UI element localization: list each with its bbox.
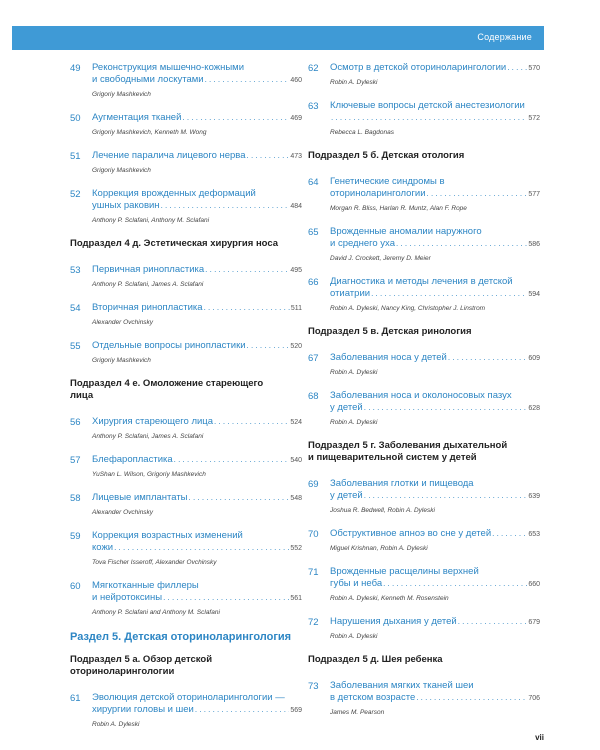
leader-dots	[458, 616, 528, 628]
page-ref: 653	[528, 531, 540, 538]
leader-dots	[364, 490, 528, 502]
chapter-number: 72	[308, 617, 319, 628]
chapter-author: Grigoriy Mashkevich, Kenneth M. Wong	[92, 129, 207, 136]
leader-dots	[114, 542, 289, 554]
page-ref: 706	[528, 695, 540, 702]
page-ref: 570	[528, 65, 540, 72]
chapter-number: 73	[308, 681, 319, 692]
chapter-number: 58	[70, 493, 81, 504]
chapter-author: Alexander Ovchinsky	[92, 319, 154, 326]
chapter-number: 61	[70, 693, 81, 704]
chapter-number: 70	[308, 529, 319, 540]
chapter-title: Заболевания носа у детей . . . 609	[330, 352, 540, 365]
chapter-number: 68	[308, 391, 319, 402]
chapter-author: Robin A. Dyleski	[330, 633, 378, 640]
chapter-title: Хирургия стареющего лица . . . 524	[92, 416, 302, 429]
chapter-author: Miguel Krishnan, Robin A. Dyleski	[330, 545, 428, 552]
chapter-title: Заболевания глотки и пищевода	[330, 478, 474, 489]
page-ref: 577	[528, 191, 540, 198]
toc-entry-71[interactable]: 71 Врожденные расщелины верхней губы и неба . . . 660 Robin A. Dyleski, Kenneth M. Rosenstein	[308, 566, 540, 603]
leader-dots	[427, 188, 528, 200]
page-ref: 594	[528, 291, 540, 298]
header-bar	[12, 26, 544, 50]
page-ref: 572	[528, 115, 540, 122]
toc-entry-61[interactable]: 61 Эволюция детской оториноларингологии — хирургии головы и шеи . . . 569 Robin A. Dyleski	[70, 692, 302, 729]
chapter-title: Блефаропластика . . . 540	[92, 454, 302, 467]
toc-entry-73[interactable]: 73 Заболевания мягких тканей шеи в детском возрасте . . . 706 James M. Pearson	[308, 680, 540, 717]
chapter-author: Grigoriy Mashkevich	[92, 357, 151, 364]
toc-entry-58[interactable]	[70, 492, 302, 517]
leader-dots	[174, 454, 290, 466]
chapter-author: Robin A. Dyleski, Kenneth M. Rosenstein	[330, 595, 449, 602]
toc-entry-52[interactable]: 52 Коррекция врожденных деформаций ушных раковин . . . 484 Anthony P. Sclafani, Anthony M. Sclafani	[70, 188, 302, 225]
leader-dots	[507, 62, 527, 74]
chapter-author: Robin A. Dyleski, Nancy King, Christopher J. Linstrom	[330, 305, 486, 312]
leader-dots	[448, 352, 527, 364]
leader-dots	[364, 402, 528, 414]
leader-dots	[163, 592, 289, 604]
chapter-author: Alexander Ovchinsky	[92, 509, 154, 516]
chapter-author: Rebecca L. Bagdonas	[330, 129, 394, 136]
toc-entry-72[interactable]	[308, 616, 540, 641]
page-ref: 609	[528, 355, 540, 362]
toc-entry-57[interactable]	[70, 454, 302, 479]
toc-entry-66[interactable]: 66 Диагностика и методы лечения в детской отиатрии . . . 594 Robin A. Dyleski, Nancy King, Christopher J. Linstrom	[308, 276, 540, 313]
chapter-number: 71	[308, 567, 319, 578]
subsection-heading-5b: Подраздел 5 б. Детская отология	[308, 150, 465, 161]
toc-entry-69[interactable]: 69 Заболевания глотки и пищевода у детей . . . 639 Joshua R. Bedwell, Robin A. Dyleski	[308, 478, 540, 515]
chapter-number: 67	[308, 353, 319, 364]
page-ref: 569	[290, 707, 302, 714]
page-ref: 540	[290, 457, 302, 464]
chapter-title: Мягкотканные филлеры	[92, 580, 199, 591]
leader-dots	[204, 302, 290, 314]
subsection-heading-5d: Подраздел 5 д. Шея ребенка	[308, 654, 443, 665]
toc-entry-56[interactable]	[70, 416, 302, 441]
page-ref: 484	[290, 203, 302, 210]
chapter-author: Morgan R. Bliss, Harlan R. Muntz, Alan F. Rope	[330, 205, 467, 212]
toc-entry-59[interactable]: 59 Коррекция возрастных изменений кожи . . . 552 Tova Fischer Isseroff, Alexander Ovchinsky	[70, 530, 302, 567]
section-heading-5: Раздел 5. Детская оториноларингология	[70, 631, 292, 643]
chapter-title: Отдельные вопросы ринопластики . . . 520	[92, 340, 302, 353]
chapter-title: Вторичная ринопластика . . . 511	[92, 302, 302, 315]
chapter-title: Лицевые имплантаты . . . 548	[92, 492, 302, 505]
leader-dots	[331, 112, 527, 124]
toc-column-right	[308, 62, 540, 730]
toc-entry-53[interactable]	[70, 264, 302, 289]
chapter-number: 60	[70, 581, 81, 592]
chapter-author: Robin A. Dyleski	[330, 79, 378, 86]
toc-entry-51[interactable]	[70, 150, 302, 175]
chapter-number: 64	[308, 177, 319, 188]
chapter-number: 53	[70, 265, 81, 276]
chapter-number: 52	[70, 189, 81, 200]
toc-entry-64[interactable]: 64 Генетические синдромы в оториноларингологии . . . 577 Morgan R. Bliss, Harlan R. Muntz, Alan F. Rope	[308, 176, 540, 213]
chapter-title: Обструктивное апноэ во сне у детей . . . 653	[330, 528, 540, 541]
leader-dots	[371, 288, 527, 300]
chapter-author: Anthony P. Sclafani, Anthony M. Sclafani	[92, 217, 210, 224]
chapter-title: Врожденные аномалии наружного	[330, 226, 482, 237]
chapter-number: 54	[70, 303, 81, 314]
page-number: vii	[535, 733, 544, 742]
chapter-number: 50	[70, 113, 81, 124]
page-ref: 548	[290, 495, 302, 502]
chapter-author: Anthony P. Sclafani, James A. Sclafani	[92, 281, 204, 288]
toc-column-left	[70, 62, 302, 742]
chapter-title: Коррекция врожденных деформаций	[92, 188, 256, 199]
page-ref: 639	[528, 493, 540, 500]
leader-dots	[492, 528, 527, 540]
chapter-author: YuShan L. Wilson, Grigoriy Mashkevich	[92, 471, 206, 478]
leader-dots	[247, 340, 290, 352]
toc-entry-60[interactable]: 60 Мягкотканные филлеры и нейротоксины . . . 561 Anthony P. Sclafani and Anthony M. Sclafani	[70, 580, 302, 617]
page-ref: 469	[290, 115, 302, 122]
page-ref: 679	[528, 619, 540, 626]
page-ref: 561	[290, 595, 302, 602]
chapter-number: 55	[70, 341, 81, 352]
chapter-title: Коррекция возрастных изменений	[92, 530, 243, 541]
chapter-author: Tova Fischer Isseroff, Alexander Ovchinsky	[92, 559, 217, 566]
page-ref: 520	[290, 343, 302, 350]
chapter-author: Grigoriy Mashkevich	[92, 91, 151, 98]
chapter-number: 57	[70, 455, 81, 466]
leader-dots	[161, 200, 290, 212]
chapter-author: Anthony P. Sclafani, James A. Sclafani	[92, 433, 204, 440]
toc-entry-62[interactable]	[308, 62, 540, 87]
chapter-number: 56	[70, 417, 81, 428]
chapter-title: Диагностика и методы лечения в детской	[330, 276, 513, 287]
chapter-title: Эволюция детской оториноларингологии —	[92, 692, 285, 703]
subsection-heading-5a: Подраздел 5 а. Обзор детской оториноларингологии	[70, 654, 213, 677]
toc-entry-50[interactable]	[70, 112, 302, 137]
leader-dots	[182, 112, 289, 124]
chapter-number: 51	[70, 151, 81, 162]
toc-entry-67[interactable]	[308, 352, 540, 377]
page-ref: 660	[528, 581, 540, 588]
subsection-heading-5v: Подраздел 5 в. Детская ринология	[308, 326, 472, 337]
leader-dots	[214, 416, 289, 428]
chapter-author: Robin A. Dyleski	[92, 721, 140, 728]
page-ref: 473	[290, 153, 302, 160]
leader-dots	[195, 704, 289, 716]
chapter-author: Robin A. Dyleski	[330, 419, 378, 426]
chapter-title: Реконструкция мышечно-кожными	[92, 62, 245, 73]
toc-entry-68[interactable]: 68 Заболевания носа и околоносовых пазух у детей . . . 628 Robin A. Dyleski	[308, 390, 540, 427]
chapter-author: Grigoriy Mashkevich	[92, 167, 151, 174]
page-ref: 495	[290, 267, 302, 274]
chapter-author: Joshua R. Bedwell, Robin A. Dyleski	[330, 507, 435, 514]
toc-entry-70[interactable]	[308, 528, 540, 553]
leader-dots	[247, 150, 290, 162]
chapter-author: Robin A. Dyleski	[330, 369, 378, 376]
chapter-title: Генетические синдромы в	[330, 176, 445, 187]
toc-entry-65[interactable]: 65 Врожденные аномалии наружного и среднего уха . . . 586 David J. Crockett, Jeremy D. Meier	[308, 226, 540, 263]
page-ref: 511	[290, 305, 302, 312]
chapter-title: Заболевания носа и околоносовых пазух	[330, 390, 512, 401]
chapter-number: 65	[308, 227, 319, 238]
chapter-title: Лечение паралича лицевого нерва . . . 473	[92, 150, 302, 163]
chapter-author: James M. Pearson	[330, 709, 385, 716]
page-ref: 524	[290, 419, 302, 426]
chapter-number: 66	[308, 277, 319, 288]
chapter-title: Врожденные расщелины верхней	[330, 566, 479, 577]
chapter-title: Осмотр в детской оториноларингологии . . . 570	[330, 62, 540, 75]
leader-dots	[205, 74, 290, 86]
subsection-heading-4d: Подраздел 4 д. Эстетическая хирургия носа	[70, 238, 279, 249]
page-ref: 552	[290, 545, 302, 552]
chapter-title: Аугментация тканей . . . 469	[92, 112, 302, 125]
leader-dots	[205, 264, 289, 276]
toc-entry-49[interactable]: 49 Реконструкция мышечно-кожными и свободными лоскутами . . . 460 Grigoriy Mashkevich	[70, 62, 302, 99]
page-ref: 460	[290, 77, 302, 84]
chapter-title: Заболевания мягких тканей шеи	[330, 680, 474, 691]
chapter-number: 49	[70, 63, 81, 74]
chapter-title: Нарушения дыхания у детей . . . 679	[330, 616, 540, 629]
chapter-number: 63	[308, 101, 319, 112]
chapter-number: 59	[70, 531, 81, 542]
chapter-number: 69	[308, 479, 319, 490]
leader-dots	[416, 692, 527, 704]
chapter-title: Первичная ринопластика . . . 495	[92, 264, 302, 277]
chapter-author: David J. Crockett, Jeremy D. Meier	[330, 255, 431, 262]
toc-entry-63[interactable]	[308, 100, 540, 137]
page-ref: 628	[528, 405, 540, 412]
toc-entry-55[interactable]	[70, 340, 302, 365]
toc-entry-54[interactable]	[70, 302, 302, 327]
chapter-title: Ключевые вопросы детской анестезиологии	[330, 100, 525, 111]
chapter-number: 62	[308, 63, 319, 74]
header-title: Содержание	[477, 32, 532, 42]
leader-dots	[396, 238, 527, 250]
subsection-heading-4e: Подраздел 4 е. Омоложение стареющего лица	[70, 378, 264, 401]
subsection-heading-5g: Подраздел 5 г. Заболевания дыхательной и пищеварительной систем у детей	[308, 440, 508, 463]
leader-dots	[189, 492, 290, 504]
chapter-author: Anthony P. Sclafani and Anthony M. Sclafani	[92, 609, 220, 616]
leader-dots	[383, 578, 527, 590]
page-ref: 586	[528, 241, 540, 248]
